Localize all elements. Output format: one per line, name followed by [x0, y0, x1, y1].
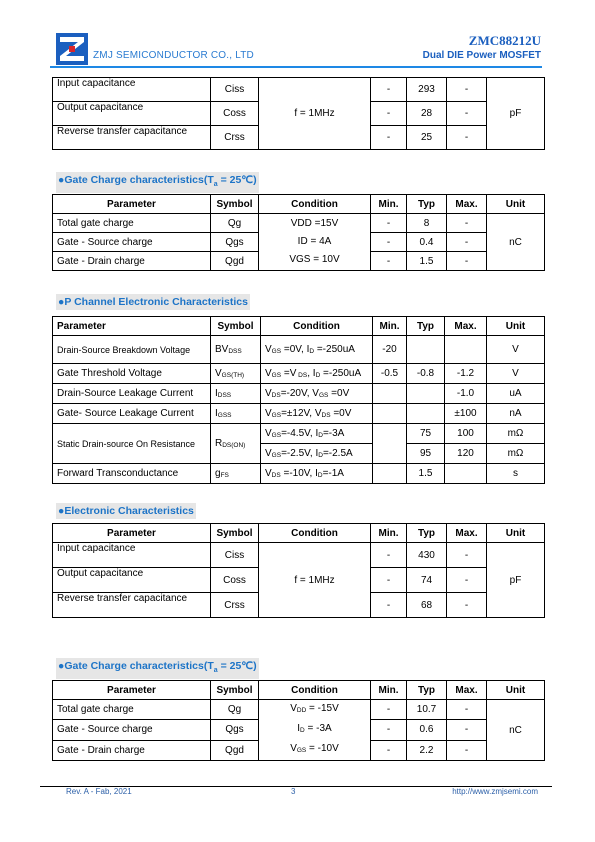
table-row	[53, 384, 545, 404]
header-condition: Condition	[259, 195, 371, 214]
footer-url-link[interactable]: http://www.zmjsemi.com	[452, 787, 538, 796]
max-cell: 120	[445, 444, 487, 464]
table-row	[53, 700, 545, 720]
condition-cell: $V_{GS}=-4.5V$, $I_D=-3A$	[261, 424, 373, 444]
part-number: ZMC88212U	[468, 33, 541, 48]
min-cell	[373, 404, 407, 424]
min-cell: -	[371, 700, 407, 720]
unit-cell: nC	[487, 214, 545, 271]
min-cell: -0.5	[373, 364, 407, 384]
max-cell: -	[447, 593, 487, 618]
symbol-cell: $g_{FS}$	[211, 464, 261, 484]
param-cell: Static Drain-source On Resistance	[53, 424, 211, 464]
header-min: Min.	[371, 195, 407, 214]
unit-cell: mΩ	[487, 424, 545, 444]
param-cell: Gate - Drain charge	[53, 252, 211, 271]
section-heading-p-channel: ●P Channel Electronic Characteristics	[58, 296, 248, 308]
header-condition: Condition	[261, 317, 373, 336]
symbol-cell: Qgs	[211, 233, 259, 252]
table-row	[53, 543, 545, 568]
typ-cell: 68	[407, 593, 447, 618]
max-cell: -	[447, 740, 487, 760]
typ-cell: 25	[407, 126, 447, 150]
header-unit: Unit	[487, 524, 545, 543]
table-header-row	[53, 195, 545, 214]
param-cell: Gate - Source charge	[53, 233, 211, 252]
header-max: Max.	[447, 195, 487, 214]
typ-cell: 1.5	[407, 464, 445, 484]
capacitance-table-top	[52, 77, 545, 150]
param-cell: Gate- Source Leakage Current	[53, 404, 211, 424]
symbol-cell: $I_{DSS}$	[211, 384, 261, 404]
typ-cell: 0.4	[407, 233, 447, 252]
header-min: Min.	[371, 524, 407, 543]
condition-cell: $V_{GS} =0V$, $I_D =-250uA$	[261, 336, 373, 364]
header-max: Max.	[445, 317, 487, 336]
header-parameter: Parameter	[53, 681, 211, 700]
max-cell: -	[447, 78, 487, 102]
header-parameter: Parameter	[53, 317, 211, 336]
gate-charge-table-2	[52, 680, 545, 761]
unit-cell: s	[487, 464, 545, 484]
min-cell: -	[371, 543, 407, 568]
typ-cell: 0.6	[407, 720, 447, 740]
header-unit: Unit	[487, 681, 545, 700]
min-cell: -	[371, 593, 407, 618]
document-subtitle: Dual DIE Power MOSFET	[422, 50, 541, 61]
min-cell: -	[371, 568, 407, 593]
param-cell: Total gate charge	[53, 214, 211, 233]
company-name: ZMJ SEMICONDUCTOR CO., LTD	[93, 50, 254, 61]
min-cell: -	[371, 252, 407, 271]
symbol-cell: Qgd	[211, 252, 259, 271]
typ-cell	[407, 384, 445, 404]
unit-cell: nA	[487, 404, 545, 424]
table-row	[53, 464, 545, 484]
unit-cell: pF	[487, 78, 545, 150]
max-cell: 100	[445, 424, 487, 444]
header-typ: Typ	[407, 681, 447, 700]
company-logo	[56, 33, 88, 65]
symbol-cell: $R_{DS(ON)}$	[211, 424, 261, 464]
max-cell: -	[447, 543, 487, 568]
max-cell: -1.2	[445, 364, 487, 384]
header-symbol: Symbol	[211, 317, 261, 336]
table-row	[53, 404, 545, 424]
symbol-cell: Coss	[211, 102, 259, 126]
min-cell: -	[371, 126, 407, 150]
symbol-cell: Crss	[211, 126, 259, 150]
typ-cell: 2.2	[407, 740, 447, 760]
unit-cell: V	[487, 336, 545, 364]
table-header-row	[53, 317, 545, 336]
min-cell: -	[371, 233, 407, 252]
header-max: Max.	[447, 524, 487, 543]
param-cell: Reverse transfer capacitance	[53, 593, 211, 618]
table-row	[53, 424, 545, 444]
symbol-cell: Crss	[211, 593, 259, 618]
header-min: Min.	[371, 681, 407, 700]
max-cell: ±100	[445, 404, 487, 424]
param-cell: Gate - Source charge	[53, 720, 211, 740]
header-unit: Unit	[487, 317, 545, 336]
header-typ: Typ	[407, 317, 445, 336]
max-cell: -	[447, 126, 487, 150]
max-cell: -	[447, 102, 487, 126]
typ-cell	[407, 336, 445, 364]
page-number: 3	[291, 787, 296, 796]
symbol-cell: $V_{GS(TH)}$	[211, 364, 261, 384]
unit-cell: mΩ	[487, 444, 545, 464]
min-cell: -20	[373, 336, 407, 364]
typ-cell: 95	[407, 444, 445, 464]
header-min: Min.	[373, 317, 407, 336]
symbol-cell: Qg	[211, 700, 259, 720]
max-cell: -	[447, 233, 487, 252]
unit-cell: V	[487, 364, 545, 384]
param-cell: Output capacitance	[53, 568, 211, 593]
typ-cell: 8	[407, 214, 447, 233]
header-unit: Unit	[487, 195, 545, 214]
header-condition: Condition	[259, 524, 371, 543]
table-row	[53, 78, 545, 102]
typ-cell: 430	[407, 543, 447, 568]
header-parameter: Parameter	[53, 195, 211, 214]
param-cell: Gate Threshold Voltage	[53, 364, 211, 384]
param-cell: Output capacitance	[53, 102, 211, 126]
typ-cell: 28	[407, 102, 447, 126]
table-header-row	[53, 681, 545, 700]
param-cell: Drain-Source Leakage Current	[53, 384, 211, 404]
min-cell	[373, 464, 407, 484]
symbol-cell: Coss	[211, 568, 259, 593]
symbol-cell: Qgs	[211, 720, 259, 740]
section-heading-gate-charge-2: ●Gate Charge $characteristics(T_a$ = 25℃)	[56, 658, 259, 679]
unit-cell: pF	[487, 543, 545, 618]
max-cell: -	[447, 214, 487, 233]
condition-cell: VDD =15V ID = 4A VGS = 10V	[259, 214, 371, 271]
param-cell: Gate - Drain charge	[53, 740, 211, 760]
table-row	[53, 364, 545, 384]
p-channel-table	[52, 316, 545, 484]
gate-charge-table-1	[52, 194, 545, 271]
max-cell: -	[447, 568, 487, 593]
condition-cell: f = 1MHz	[259, 78, 371, 150]
condition-cell: f = 1MHz	[259, 543, 371, 618]
header-condition: Condition	[259, 681, 371, 700]
min-cell	[373, 384, 407, 404]
param-cell: Forward Transconductance	[53, 464, 211, 484]
max-cell: -	[447, 720, 487, 740]
typ-cell: 1.5	[407, 252, 447, 271]
symbol-cell: Ciss	[211, 78, 259, 102]
header-max: Max.	[447, 681, 487, 700]
section-heading-gate-charge-1: ●Gate Charge $characteristics(T_a$ = 25℃)	[56, 172, 259, 193]
symbol-cell: $I_{GSS}$	[211, 404, 261, 424]
param-cell: Input capacitance	[53, 78, 211, 102]
max-cell: -	[447, 700, 487, 720]
table-row	[53, 214, 545, 233]
header-divider	[50, 66, 542, 68]
param-cell: Total gate charge	[53, 700, 211, 720]
symbol-cell: Qg	[211, 214, 259, 233]
table-row	[53, 336, 545, 364]
section-heading-electronic: ●Electronic Characteristics	[58, 505, 194, 517]
condition-cell: $V_{GS} =V$ $_{DS}$, $I_D =-250uA$	[261, 364, 373, 384]
max-cell	[445, 464, 487, 484]
symbol-cell: Qgd	[211, 740, 259, 760]
min-cell	[373, 424, 407, 464]
typ-cell: 75	[407, 424, 445, 444]
header-symbol: Symbol	[211, 681, 259, 700]
min-cell: -	[371, 102, 407, 126]
symbol-cell: Ciss	[211, 543, 259, 568]
header-parameter: Parameter	[53, 524, 211, 543]
min-cell: -	[371, 740, 407, 760]
header-typ: Typ	[407, 195, 447, 214]
condition-cell: $V_{GS}=\pm 12V$, $V_{DS} =0V$	[261, 404, 373, 424]
unit-cell: nC	[487, 700, 545, 761]
condition-cell: $V_{GS}=-2.5V$, $I_D=-2.5A$	[261, 444, 373, 464]
max-cell	[445, 336, 487, 364]
typ-cell	[407, 404, 445, 424]
max-cell: -	[447, 252, 487, 271]
typ-cell: 10.7	[407, 700, 447, 720]
typ-cell: -0.8	[407, 364, 445, 384]
param-cell: Drain-Source Breakdown Voltage	[53, 336, 211, 364]
electronic-table	[52, 523, 545, 618]
max-cell: -1.0	[445, 384, 487, 404]
header-symbol: Symbol	[211, 195, 259, 214]
symbol-cell: $BV_{DSS}$	[211, 336, 261, 364]
typ-cell: 293	[407, 78, 447, 102]
header-typ: Typ	[407, 524, 447, 543]
typ-cell: 74	[407, 568, 447, 593]
min-cell: -	[371, 214, 407, 233]
condition-cell: $V_{DS}=-20V$, $V_{GS} =0V$	[261, 384, 373, 404]
unit-cell: uA	[487, 384, 545, 404]
param-cell: Reverse transfer capacitance	[53, 126, 211, 150]
param-cell: Input capacitance	[53, 543, 211, 568]
header-symbol: Symbol	[211, 524, 259, 543]
min-cell: -	[371, 720, 407, 740]
footer-revision: Rev. A - Fab, 2021	[66, 787, 132, 796]
condition-cell: $V_{DS} =-10V$, $I_D=-1A$	[261, 464, 373, 484]
table-header-row	[53, 524, 545, 543]
min-cell: -	[371, 78, 407, 102]
condition-cell: $V_{DD} = -15V$ $I_D = -3A$ $V_{GS} = -10V$	[259, 700, 371, 761]
